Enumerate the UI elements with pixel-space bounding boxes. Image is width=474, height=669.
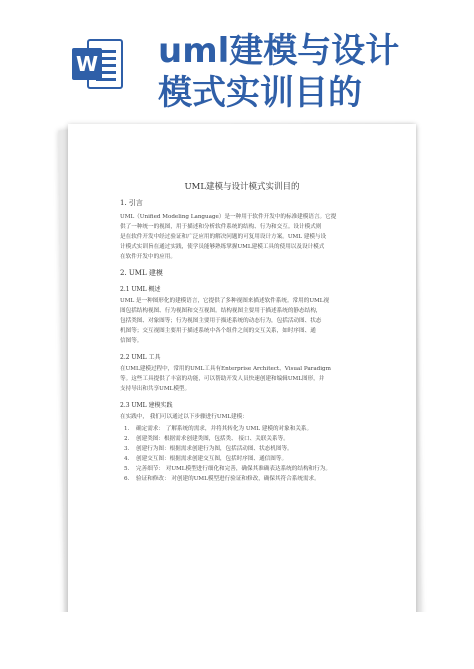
text-line: UML 是一种图形化的建模语言，它提供了多种视图来描述软件系统。常用的UML视: [120, 298, 330, 304]
text-line: 等。这些工具提供了丰富的功能，可以帮助开发人员快速创建和编辑UML图形，并: [120, 376, 325, 382]
list-item-text: 完善细节： 对UML模型进行细化和完善，确保其准确表达系统的结构和行为。: [136, 466, 331, 472]
section-2-3-intro: [120, 412, 368, 422]
word-document-icon: [70, 36, 126, 92]
list-item-text: 验证和修改： 对创建的UML模型进行验证和修改，确保其符合系统需求。: [136, 476, 320, 482]
list-item: [120, 454, 368, 464]
section-2-3-heading: 2.3 UML 建模实践: [120, 402, 173, 409]
text-line: 供了一种统一的视图，用于描述和分析软件系统的结构、行为和交互。设计模式则: [120, 224, 322, 230]
steps-list: [120, 424, 368, 484]
list-item-number: 3.: [124, 446, 130, 452]
list-item: [120, 434, 368, 444]
list-item-number: 1.: [124, 426, 130, 432]
list-item-number: 2.: [124, 436, 130, 442]
list-item-text: 创建交互图：根据需求创建交互图，包括时序图、通信图等。: [136, 456, 288, 462]
list-item-text: 创建类图：根据需求创建类图，包括类、 接口、关联关系等。: [136, 436, 289, 442]
banner-title-line-1: uml建模与设计: [158, 31, 400, 71]
list-item: [120, 464, 368, 474]
document-title: UML建模与设计模式实训目的: [184, 182, 300, 192]
text-line: 支持导出和共享UML模型。: [120, 386, 191, 392]
text-line: 是在软件开发中经过验证和广泛应用的解决问题的可复用设计方案。UML 建模与设: [120, 234, 327, 240]
text-line: 在软件开发中的应用。: [120, 254, 176, 260]
word-icon-letter: W: [75, 52, 99, 76]
section-2-2-body: [120, 364, 368, 394]
text-line: UML（Unified Modeling Language）是一种用于软件开发中的标准建模语言。它提: [120, 214, 337, 220]
text-line: 在实践中， 我们可以通过以下步骤进行UML建模：: [120, 414, 248, 420]
list-item: [120, 424, 368, 434]
list-item: [120, 444, 368, 454]
section-2-heading: 2. UML 建模: [120, 269, 163, 277]
list-item-text: 确定需求： 了解系统的需求，并将其转化为 UML 建模的对象和关系。: [136, 426, 313, 432]
text-line: 计模式实训旨在通过实践，使学员能够熟练掌握UML建模工具的使用以及设计模式: [120, 244, 325, 250]
promo-banner: [0, 0, 474, 120]
section-2-1-body: [120, 296, 368, 346]
list-item-number: 4.: [124, 456, 130, 462]
text-line: 在UML建模过程中，常用的UML工具有Enterprise Architect、Visual Paradigm: [120, 366, 331, 372]
text-line: 包括类图、对象图等；行为视图主要用于描述系统的动态行为，包括活动图、状态: [120, 318, 322, 324]
section-2-2-heading: 2.2 UML 工具: [120, 354, 161, 361]
document-page: [68, 124, 416, 654]
bottom-strip: [0, 612, 474, 669]
text-line: 信图等。: [120, 338, 143, 344]
section-1-body: [120, 212, 368, 262]
banner-title-line-2: 模式实训目的: [158, 73, 362, 113]
list-item-text: 创建行为图：根据需求创建行为图，包括活动图、状态机图等。: [136, 446, 293, 452]
text-line: 机图等；交互视图主要用于描述系统中各个组件之间的交互关系，如时序图、通: [120, 328, 316, 334]
list-item: [120, 474, 368, 484]
section-2-1-heading: 2.1 UML 概述: [120, 286, 161, 293]
banner-title: [158, 30, 458, 114]
list-item-number: 5.: [124, 466, 130, 472]
section-1-heading: 1. 引言: [120, 199, 143, 207]
list-item-number: 6.: [124, 476, 130, 482]
text-line: 图包括结构视图、行为视图和交互视图。结构视图主要用于描述系统的静态结构，: [120, 308, 322, 314]
